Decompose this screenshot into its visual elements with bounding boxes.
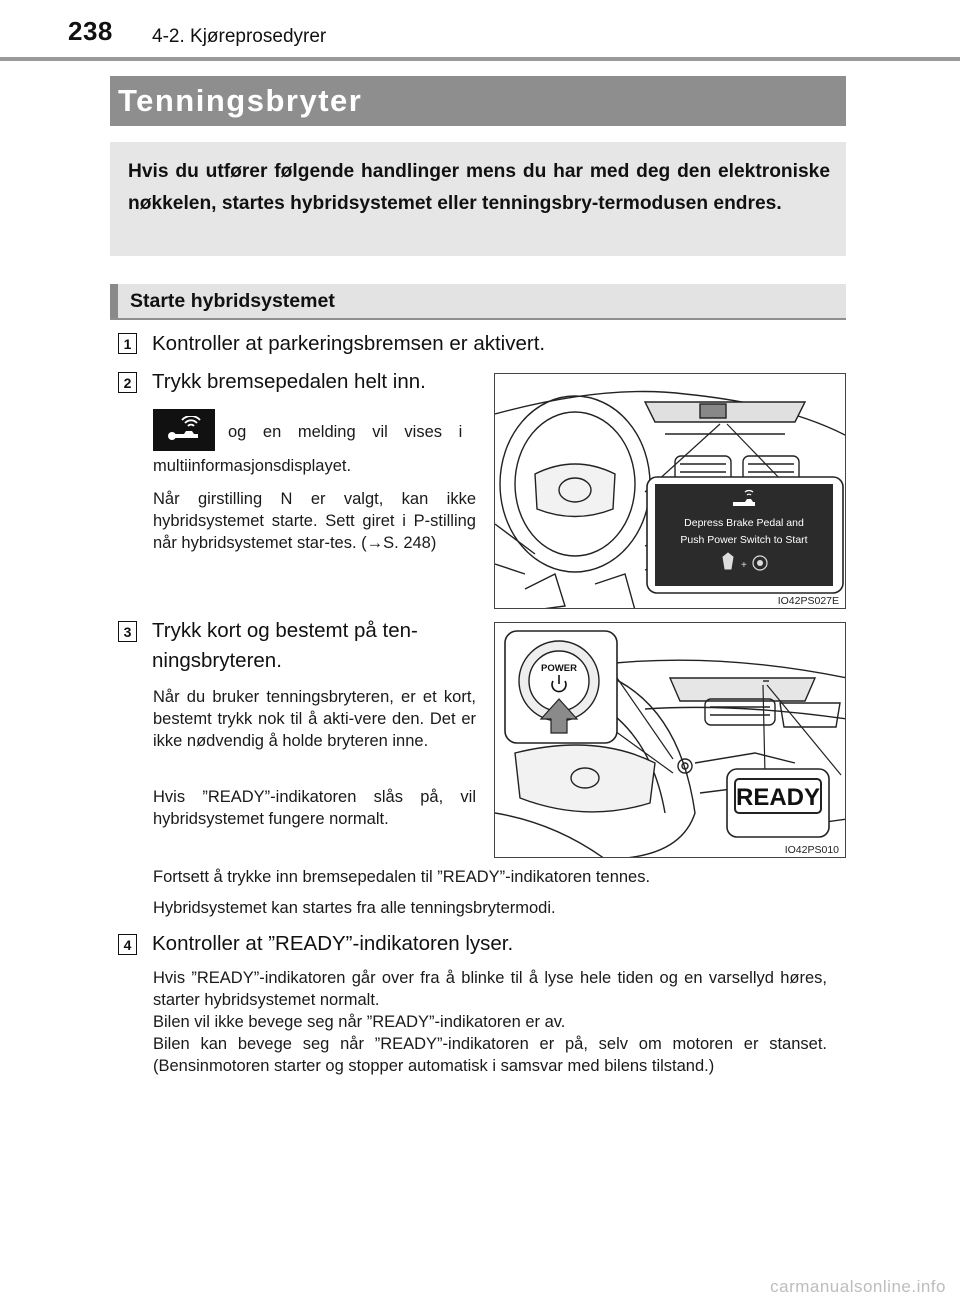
- figure-2-id: IO42PS010: [784, 844, 839, 856]
- step-1-badge: 1: [118, 333, 137, 354]
- intro-box: [110, 142, 846, 256]
- watermark: carmanualsonline.info: [770, 1277, 946, 1296]
- section-reference: 4-2. Kjøreprosedyrer: [152, 26, 327, 47]
- step-4-note-2: Bilen vil ikke bevege seg når ”READY”-indikatoren er av.: [153, 1013, 566, 1031]
- page-number: 238: [68, 16, 113, 46]
- ready-indicator-label: READY: [735, 784, 821, 811]
- step-3-text-line-2: ningsbryteren.: [152, 649, 282, 672]
- step-4-note-3: Bilen kan bevege seg når ”READY”-indikatoren er på, selv om motoren er stanset. (Bensinmotoren starter og stopper automatisk i samsvar med bilens tilstand.): [153, 1035, 827, 1075]
- dashboard-illustration-1: [495, 374, 846, 609]
- svg-text:+: +: [741, 560, 747, 571]
- step-4-note-1: Hvis ”READY”-indikatoren går over fra å blinke til å lyse hele tiden og en varsellyd høres, starter hybridsystemet normalt.: [153, 969, 827, 1009]
- step-2-badge: 2: [118, 372, 137, 393]
- step-3-note-3: Fortsett å trykke inn bremsepedalen til ”READY”-indikatoren tennes.: [153, 868, 651, 886]
- figure-power-ready: [494, 622, 846, 858]
- step-3-badge: 3: [118, 621, 137, 642]
- dashboard-illustration-2: [495, 623, 846, 858]
- header-divider: [0, 57, 960, 61]
- brake-key-indicator-icon: [153, 409, 215, 451]
- figure-1-id: IO42PS027E: [777, 595, 839, 607]
- step-3-note-2: Hvis ”READY”-indikatoren slås på, vil hybridsystemet fungere normalt.: [153, 788, 476, 828]
- title-banner: [110, 76, 846, 126]
- step-2-note-inline-text: og en melding vil vises i: [228, 423, 463, 441]
- step-1-text: Kontroller at parkeringsbremsen er aktivert.: [152, 332, 546, 355]
- step-2-note-inline: [228, 421, 476, 443]
- step-2-note-inline-2: multiinformasjonsdisplayet.: [153, 457, 352, 475]
- figure-brake-display: [494, 373, 846, 609]
- page-title: Tenningsbryter: [118, 83, 363, 118]
- intro-text: Hvis du utfører følgende handlinger mens du har med deg den elektroniske nøkkelen, startes hybridsystemet eller tenningsbry-termodusen endres.: [128, 161, 830, 214]
- step-3-text-line-1: Trykk kort og bestemt på ten-: [152, 619, 418, 642]
- subsection-header: [110, 284, 846, 320]
- step-3-note-1: Når du bruker tenningsbryteren, er et kort, bestemt trykk nok til å akti-vere den. Det er ikke nødvendig å holde bryteren inne.: [153, 688, 476, 750]
- power-button-label: POWER: [541, 663, 577, 674]
- display-message-line-1: Depress Brake Pedal and: [684, 517, 804, 529]
- step-2-note: Når girstilling N er valgt, kan ikke hybridsystemet starte. Sett giret i P-stilling når hybridsystemet star-tes. (→S. 248): [153, 490, 476, 552]
- display-message-line-2: Push Power Switch to Start: [680, 534, 808, 546]
- step-4-badge: 4: [118, 934, 137, 955]
- step-4-text: Kontroller at ”READY”-indikatoren lyser.: [152, 932, 514, 955]
- subsection-title: Starte hybridsystemet: [130, 290, 335, 312]
- step-3-note-4: Hybridsystemet kan startes fra alle tenningsbrytermodi.: [153, 899, 556, 917]
- step-2-text: Trykk bremsepedalen helt inn.: [152, 370, 426, 393]
